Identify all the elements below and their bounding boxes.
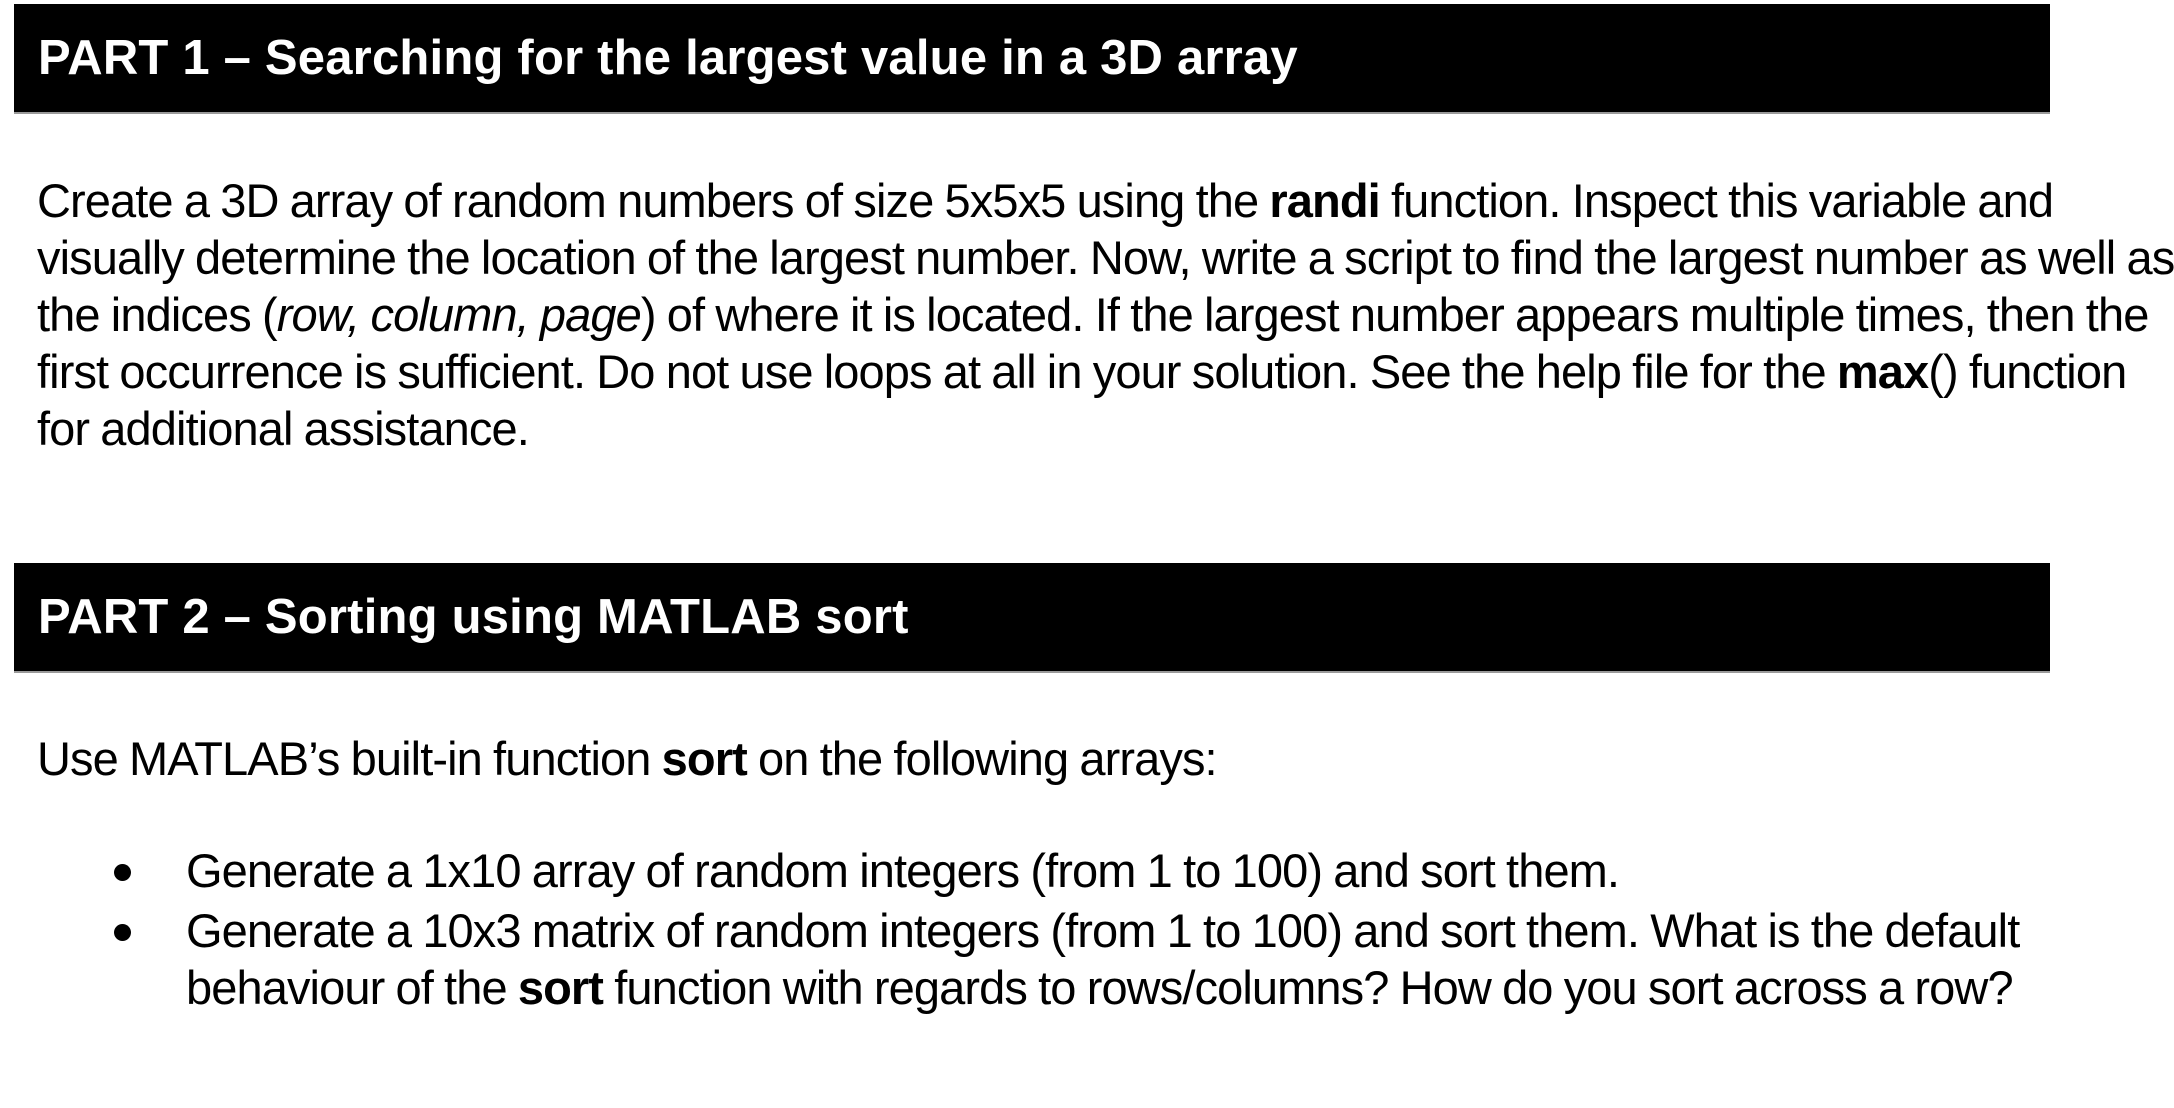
- text-run: behaviour of the: [186, 961, 518, 1014]
- paragraph-line: [37, 286, 2174, 343]
- part1-header: [14, 4, 2050, 114]
- paragraph-line: [37, 400, 2174, 457]
- text-run: Create a 3D array of random numbers of size 5x5x5 using the: [37, 174, 1270, 227]
- bullet-text: [186, 842, 1619, 899]
- sort-keyword: sort: [517, 961, 604, 1014]
- text-run: on the following arrays:: [746, 732, 1217, 785]
- paragraph-line: [37, 229, 2174, 286]
- part2-header: [14, 563, 2050, 673]
- bullet-line: Generate a 10x3 matrix of random integers (from 1 to 100) and sort them. What is the default: [186, 904, 2020, 957]
- text-run: function with regards to rows/columns? How do you sort across a row?: [603, 961, 2013, 1014]
- text-run: the indices (: [37, 288, 277, 341]
- text-run: function. Inspect this variable and: [1379, 174, 2054, 227]
- list-item: [0, 842, 2050, 899]
- max-keyword: max: [1836, 345, 1929, 398]
- bullet-icon: [114, 924, 131, 941]
- bullet-icon: [114, 864, 131, 881]
- paragraph-line: [37, 172, 2174, 229]
- bullet-text: [186, 902, 2019, 1016]
- bullet-list: [0, 842, 2050, 1016]
- list-item: [0, 902, 2050, 1016]
- part2-title: PART 2 – Sorting using MATLAB sort: [38, 590, 909, 644]
- text-run: visually determine the location of the largest number. Now, write a script to find the largest number as well as: [37, 231, 2174, 284]
- text-run: for additional assistance.: [37, 402, 529, 455]
- bullet-line: Generate a 1x10 array of random integers (from 1 to 100) and sort them.: [186, 844, 1620, 897]
- text-run: () function: [1928, 345, 2127, 398]
- part2-intro: [37, 730, 1217, 787]
- text-run: Use MATLAB’s built-in function: [37, 732, 662, 785]
- randi-keyword: randi: [1269, 174, 1380, 227]
- paragraph-line: [37, 343, 2174, 400]
- sort-keyword: sort: [661, 732, 747, 785]
- indices-italic: row, column, page: [276, 288, 641, 341]
- text-run: first occurrence is sufficient. Do not use loops at all in your solution. See the help file for the: [37, 345, 1837, 398]
- text-run: ) of where it is located. If the largest number appears multiple times, then the: [640, 288, 2149, 341]
- paragraph-line: [37, 730, 1217, 787]
- bullet-line: [186, 959, 2019, 1016]
- part1-paragraph: [37, 172, 2174, 457]
- part1-title: PART 1 – Searching for the largest value in a 3D array: [38, 31, 1298, 85]
